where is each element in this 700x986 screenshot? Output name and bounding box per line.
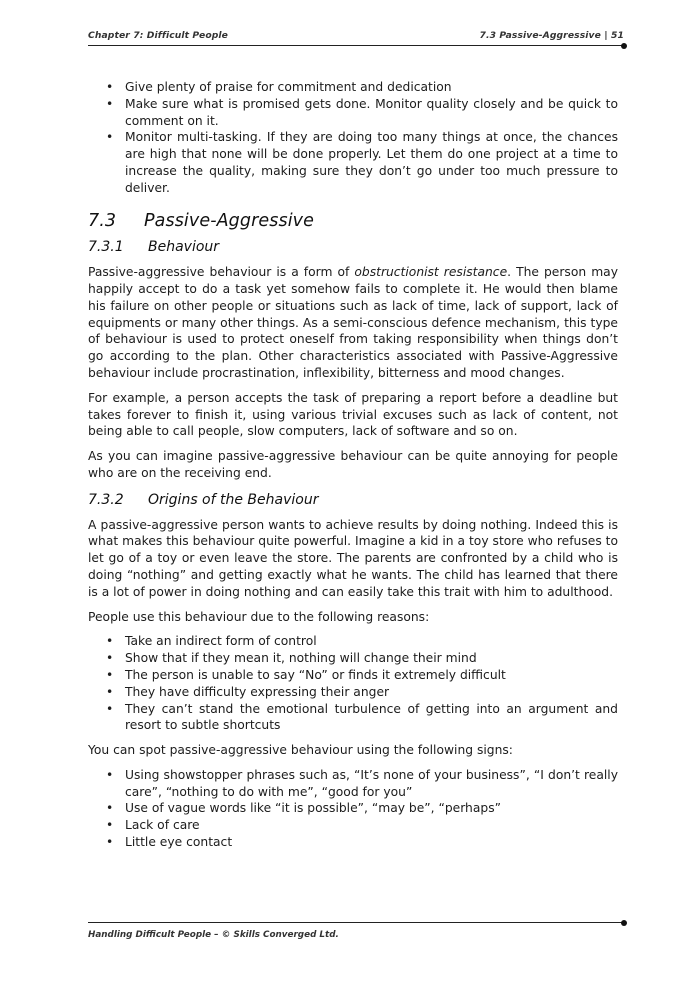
emphasis: obstructionist resistance [354,265,508,280]
running-header [88,30,624,41]
section-number: 7.3 [88,210,117,231]
list-item: • Make sure what is promised gets done. Monitor quality closely and be quick to comment on it. [106,96,618,128]
bullet-icon: • [106,130,114,145]
header-chapter: Chapter 7: Difficult People [88,30,229,41]
list-item: • Take an indirect form of control [106,634,317,649]
bullet-icon: • [106,651,114,666]
subsection-heading-behaviour [88,239,618,256]
header-rule [88,45,624,46]
subsection-number: 7.3.2 [88,491,124,508]
list-item: • They can’t stand the emotional turbulence of getting into an argument and resort to subtle shortcuts [106,701,618,733]
reasons-bullet-list [88,633,618,734]
bullet-icon: • [106,767,114,782]
section-title: Passive-Aggressive [144,210,314,231]
bullet-icon: • [106,835,114,850]
subsection-title: Origins of the Behaviour [148,491,319,508]
paragraph: A passive-aggressive person wants to achieve results by doing nothing. Indeed this is what makes this behaviour quite powerful. Imagine a kid in a toy store who refuses to let go of a toy or even leave the store. The parents are confronted by a child who is doing “nothing” and getting exactly what he wants. The child has learned that there is a lot of power in doing nothing and can easily take this trait with him to adulthood. [88,517,618,599]
subsection-heading-origins [88,492,618,509]
section-heading [88,210,618,231]
header-rule-dot [621,43,627,49]
bullet-icon: • [106,634,114,649]
bullet-icon: • [106,80,114,94]
bullet-icon: • [106,701,114,716]
paragraph: Passive-aggressive behaviour is a form of obstructionist resistance. The person may happily accept to do a task yet somehow fails to complete it. He would then blame his failure on other people or situations such as lack of time, lack of support, lack of equipments or many other things. As a semi-conscious defence mechanism, this type of behaviour is used to protect oneself from taking responsibility when things don’t go according to the plan. Other characteristics associated with Passive-Aggressive behaviour include procrastination, inflexibility, bitterness and mood changes. [88,265,618,380]
subsection-number: 7.3.1 [88,239,124,256]
page-body [88,79,618,859]
list-item: • Monitor multi-tasking. If they are doing too many things at once, the chances are high that none will be done properly. Let them do one project at a time to increase the quality, making sure they don’t go under too much pressure to deliver. [106,130,618,195]
paragraph: People use this behaviour due to the following reasons: [88,609,430,624]
list-item: • Show that if they mean it, nothing will change their mind [106,651,477,666]
footer-rule [88,922,624,923]
signs-bullet-list [88,767,618,851]
subsection-title: Behaviour [148,239,220,256]
paragraph: As you can imagine passive-aggressive behaviour can be quite annoying for people who are on the receiving end. [88,449,618,480]
paragraph: You can spot passive-aggressive behaviour using the following signs: [88,743,513,758]
bullet-icon: • [106,96,114,111]
intro-bullet-list [88,79,618,197]
paragraph: For example, a person accepts the task of preparing a report before a deadline but takes forever to finish it, using various trivial excuses such as lack of content, not being able to call people, slow computers, lack of software and so on. [88,390,618,439]
footer-rule-dot [621,920,627,926]
list-item: • Using showstopper phrases such as, “It’s none of your business”, “I don’t really care”, “nothing to do with me”, “good for you” [106,767,618,799]
running-footer: Handling Difficult People – © Skills Converged Ltd. [88,930,339,940]
bullet-icon: • [106,818,114,833]
list-item: • Lack of care [106,818,200,833]
list-item: • The person is unable to say “No” or finds it extremely difficult [106,667,506,682]
list-item: • Give plenty of praise for commitment and dedication [106,80,452,94]
bullet-icon: • [106,667,114,682]
list-item: • They have difficulty expressing their anger [106,684,390,699]
header-section-page: 7.3 Passive-Aggressive | 51 [479,30,624,41]
list-item: • Little eye contact [106,835,233,850]
list-item: • Use of vague words like “it is possible”, “may be”, “perhaps” [106,801,501,816]
bullet-icon: • [106,684,114,699]
bullet-icon: • [106,801,114,816]
